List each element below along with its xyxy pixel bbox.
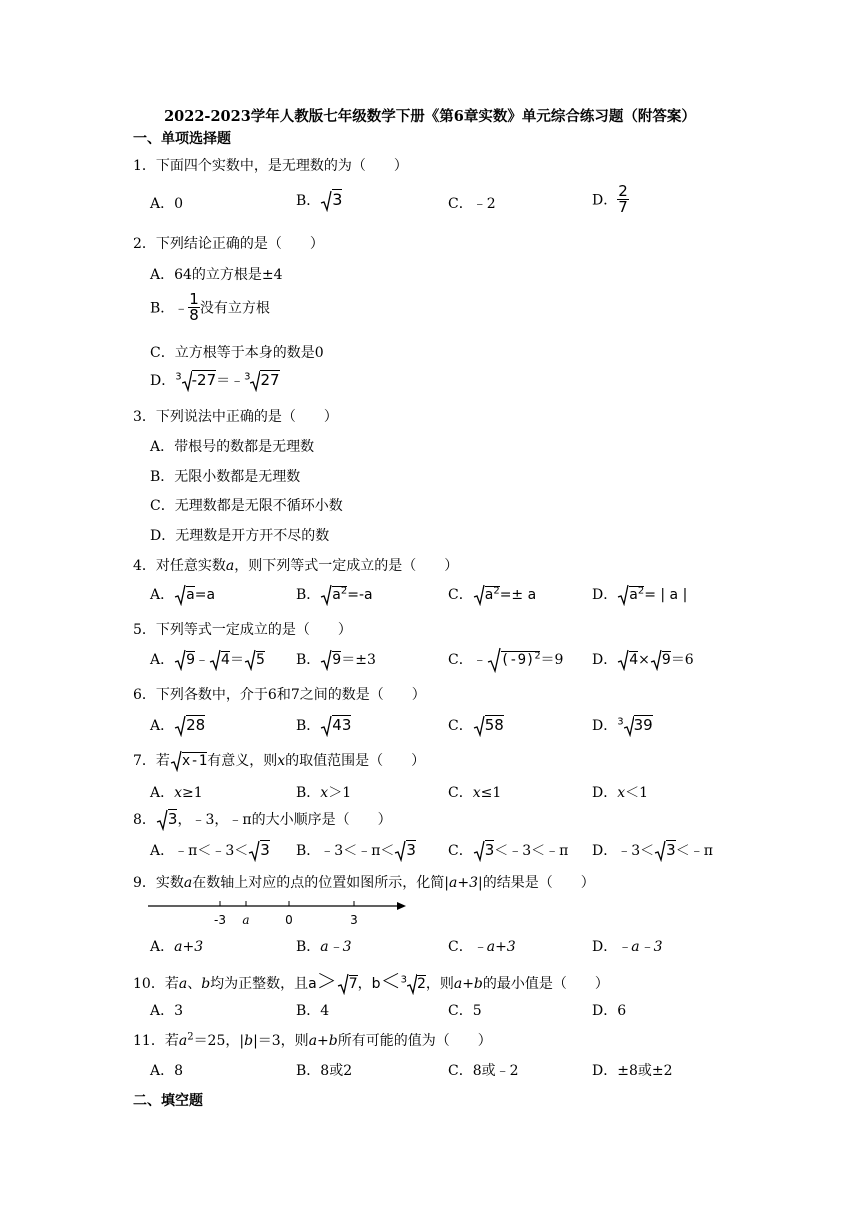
q11-option-d: D．±8或±2 bbox=[592, 1063, 673, 1079]
question-1-stem: 1．下面四个实数中，是无理数的为（ ） bbox=[133, 158, 408, 174]
question-5-stem: 5．下列等式一定成立的是（ ） bbox=[133, 622, 352, 638]
q6-option-c: C． 58 bbox=[448, 716, 504, 734]
q9-option-d: D．﹣a﹣3 bbox=[592, 939, 663, 955]
q1-option-d: D． $\frac{2}{7}$ bbox=[592, 182, 628, 216]
question-4-stem: 4．对任意实数a，则下列等式一定成立的是（ ） bbox=[133, 558, 459, 574]
q2-option-b: B．﹣ $\frac{1}{8}$ 没有立方根 bbox=[150, 290, 270, 324]
q4-option-a: A． a=a bbox=[150, 587, 216, 603]
q4-option-c: C． $a^2=\pm a$ bbox=[448, 585, 537, 603]
q11-option-a: A．8 bbox=[150, 1063, 184, 1079]
tick-label-minus3: -3 bbox=[214, 913, 226, 927]
q9-option-c: C．﹣a+3 bbox=[448, 939, 516, 955]
section-heading-fill: 二、填空题 bbox=[133, 1093, 203, 1109]
q5-option-b: B． 9＝±3 bbox=[296, 652, 376, 668]
q6-option-a: A． 28 bbox=[150, 716, 206, 734]
q4-option-b: B． $a^2=-a$ bbox=[296, 585, 373, 603]
q4-option-d: D． $a^2=$ | a | bbox=[592, 585, 688, 603]
q10-option-d: D．6 bbox=[592, 1003, 627, 1019]
q2-option-a: A．64的立方根是±4 bbox=[150, 267, 283, 283]
q3-option-d: D．无理数是开方开不尽的数 bbox=[150, 528, 330, 544]
q11-option-c: C．8或﹣2 bbox=[448, 1063, 519, 1079]
q2-option-c: C．立方根等于本身的数是0 bbox=[150, 345, 324, 361]
tick-label-0: 0 bbox=[285, 913, 293, 927]
q3-option-b: B．无限小数都是无理数 bbox=[150, 469, 301, 485]
q9-option-a: A．a+3 bbox=[150, 939, 204, 955]
tick-label-3: 3 bbox=[350, 913, 358, 927]
question-8-stem: 8． 3，﹣3，﹣π的大小顺序是（ ） bbox=[133, 810, 392, 828]
q8-option-a: A．﹣π＜﹣3＜ 3 bbox=[150, 841, 270, 859]
q5-option-d: D． 4× 9＝6 bbox=[592, 652, 694, 668]
q8-option-d: D．﹣3＜ 3＜﹣π bbox=[592, 841, 713, 859]
q6-option-b: B． 43 bbox=[296, 716, 352, 734]
arrow-icon bbox=[397, 902, 406, 910]
tick-label-a: a bbox=[242, 913, 250, 927]
q7-option-b: B．x＞1 bbox=[296, 785, 352, 801]
q10-option-a: A．3 bbox=[150, 1003, 184, 1019]
q1-option-c: C．﹣2 bbox=[448, 196, 496, 212]
question-3-stem: 3．下列说法中正确的是（ ） bbox=[133, 409, 338, 425]
document-title: 2022-2023学年人教版七年级数学下册《第6章实数》单元综合练习题（附答案） bbox=[164, 108, 696, 125]
sqrt-symbol bbox=[320, 190, 332, 212]
q3-option-a: A．带根号的数都是无理数 bbox=[150, 439, 315, 455]
q7-option-c: C．x≤1 bbox=[448, 785, 502, 801]
question-11-stem: 11．若$a^2=25$，|b|＝3，则a+b所有可能的值为（ ） bbox=[133, 1031, 492, 1049]
q8-option-c: C． 3＜﹣3＜﹣π bbox=[448, 841, 569, 859]
q6-option-d: D．$^3$ 39 bbox=[592, 716, 653, 734]
q5-option-a: A． 9﹣ 4＝ 5 bbox=[150, 652, 265, 668]
q7-option-d: D．x＜1 bbox=[592, 785, 649, 801]
question-2-stem: 2．下列结论正确的是（ ） bbox=[133, 236, 324, 252]
q9-option-b: B．a﹣3 bbox=[296, 939, 352, 955]
q11-option-b: B．8或2 bbox=[296, 1063, 353, 1079]
question-10-stem: 10．若a、b均为正整数，且a＞ 7，b＜$^3$ 2，则a+b的最小值是（ ） bbox=[133, 969, 609, 993]
q8-option-b: B．﹣3＜﹣π＜ 3 bbox=[296, 841, 416, 859]
q2-option-d: D．$^3$ -27＝﹣$^3$ 27 bbox=[150, 371, 280, 389]
question-6-stem: 6．下列各数中，介于6和7之间的数是（ ） bbox=[133, 687, 426, 703]
q3-option-c: C．无理数都是无限不循环小数 bbox=[150, 498, 343, 514]
question-9-stem: 9．实数a在数轴上对应的点的位置如图所示，化简|a+3|的结果是（ ） bbox=[133, 875, 595, 891]
q5-option-c: C．﹣ $(-9)^2=9$ bbox=[448, 647, 563, 673]
q10-option-b: B．4 bbox=[296, 1003, 330, 1019]
q7-option-a: A．x≥1 bbox=[150, 785, 203, 801]
section-heading-choice: 一、单项选择题 bbox=[133, 131, 231, 147]
number-line-figure bbox=[148, 896, 410, 936]
q1-option-b: B． 3 bbox=[296, 190, 342, 212]
q10-option-c: C．5 bbox=[448, 1003, 482, 1019]
q1-option-a: A．0 bbox=[150, 196, 184, 212]
question-7-stem: 7．若 x-1有意义，则x的取值范围是（ ） bbox=[133, 753, 426, 769]
